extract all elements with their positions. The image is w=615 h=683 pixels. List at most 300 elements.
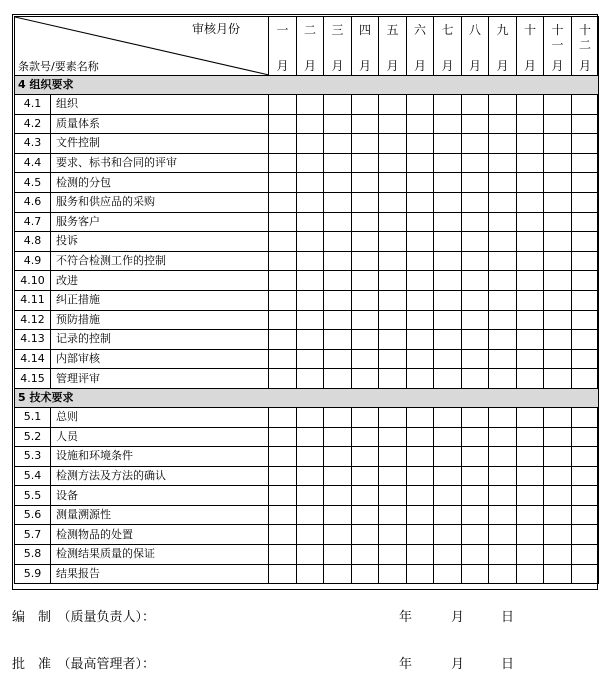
month-cell[interactable] xyxy=(517,486,544,506)
month-cell[interactable] xyxy=(269,251,297,271)
month-cell[interactable] xyxy=(489,114,517,134)
month-cell[interactable] xyxy=(269,114,297,134)
month-cell[interactable] xyxy=(434,134,462,154)
month-cell[interactable] xyxy=(352,330,379,350)
month-cell[interactable] xyxy=(434,505,462,525)
month-cell[interactable] xyxy=(379,251,407,271)
month-cell[interactable] xyxy=(489,153,517,173)
month-cell[interactable] xyxy=(269,95,297,115)
month-cell[interactable] xyxy=(544,427,572,447)
month-cell[interactable] xyxy=(462,564,489,584)
month-cell[interactable] xyxy=(297,95,324,115)
month-cell[interactable] xyxy=(462,212,489,232)
month-cell[interactable] xyxy=(572,545,599,565)
month-cell[interactable] xyxy=(517,153,544,173)
month-cell[interactable] xyxy=(407,290,434,310)
month-cell[interactable] xyxy=(297,427,324,447)
month-cell[interactable] xyxy=(269,427,297,447)
month-cell[interactable] xyxy=(544,564,572,584)
month-cell[interactable] xyxy=(352,290,379,310)
month-cell[interactable] xyxy=(544,153,572,173)
month-cell[interactable] xyxy=(324,564,352,584)
month-cell[interactable] xyxy=(544,545,572,565)
month-cell[interactable] xyxy=(489,212,517,232)
month-cell[interactable] xyxy=(324,369,352,389)
month-cell[interactable] xyxy=(544,192,572,212)
month-cell[interactable] xyxy=(434,427,462,447)
month-cell[interactable] xyxy=(434,114,462,134)
month-cell[interactable] xyxy=(297,349,324,369)
month-cell[interactable] xyxy=(517,251,544,271)
month-cell[interactable] xyxy=(297,251,324,271)
month-cell[interactable] xyxy=(407,310,434,330)
month-cell[interactable] xyxy=(462,232,489,252)
month-cell[interactable] xyxy=(324,153,352,173)
month-cell[interactable] xyxy=(324,447,352,467)
month-cell[interactable] xyxy=(379,330,407,350)
table-row xyxy=(15,212,599,232)
element-name: 投诉 xyxy=(51,232,269,252)
month-cell[interactable] xyxy=(434,447,462,467)
month-cell[interactable] xyxy=(297,310,324,330)
month-cell[interactable] xyxy=(489,564,517,584)
month-cell[interactable] xyxy=(462,525,489,545)
month-cell[interactable] xyxy=(489,251,517,271)
month-cell[interactable] xyxy=(544,525,572,545)
month-cell[interactable] xyxy=(434,486,462,506)
month-cell[interactable] xyxy=(572,486,599,506)
month-cell[interactable] xyxy=(297,369,324,389)
month-cell[interactable] xyxy=(352,153,379,173)
month-cell[interactable] xyxy=(572,505,599,525)
month-cell[interactable] xyxy=(379,427,407,447)
month-cell[interactable] xyxy=(269,232,297,252)
month-cell[interactable] xyxy=(434,232,462,252)
month-cell[interactable] xyxy=(544,95,572,115)
month-cell[interactable] xyxy=(434,310,462,330)
month-cell[interactable] xyxy=(352,114,379,134)
month-cell[interactable] xyxy=(434,290,462,310)
month-cell[interactable] xyxy=(407,369,434,389)
month-cell[interactable] xyxy=(544,134,572,154)
month-cell[interactable] xyxy=(379,407,407,427)
month-cell[interactable] xyxy=(407,349,434,369)
month-cell[interactable] xyxy=(489,330,517,350)
month-cell[interactable] xyxy=(379,447,407,467)
month-cell[interactable] xyxy=(379,564,407,584)
month-cell[interactable] xyxy=(269,290,297,310)
month-cell[interactable] xyxy=(517,114,544,134)
month-cell[interactable] xyxy=(434,407,462,427)
month-cell[interactable] xyxy=(269,369,297,389)
month-cell[interactable] xyxy=(462,330,489,350)
month-cell[interactable] xyxy=(462,271,489,291)
month-cell[interactable] xyxy=(297,212,324,232)
month-cell[interactable] xyxy=(462,505,489,525)
month-cell[interactable] xyxy=(572,271,599,291)
month-cell[interactable] xyxy=(352,212,379,232)
month-cell[interactable] xyxy=(572,427,599,447)
month-cell[interactable] xyxy=(517,330,544,350)
month-cell[interactable] xyxy=(434,95,462,115)
month-cell[interactable] xyxy=(379,212,407,232)
month-cell[interactable] xyxy=(297,545,324,565)
month-cell[interactable] xyxy=(572,114,599,134)
month-cell[interactable] xyxy=(379,486,407,506)
month-cell[interactable] xyxy=(352,271,379,291)
month-cell[interactable] xyxy=(407,466,434,486)
month-cell[interactable] xyxy=(517,349,544,369)
month-cell[interactable] xyxy=(324,95,352,115)
month-cell[interactable] xyxy=(269,134,297,154)
month-cell[interactable] xyxy=(517,545,544,565)
month-cell[interactable] xyxy=(572,212,599,232)
month-cell[interactable] xyxy=(544,349,572,369)
month-cell[interactable] xyxy=(544,114,572,134)
month-cell[interactable] xyxy=(544,212,572,232)
month-cell[interactable] xyxy=(379,232,407,252)
month-cell[interactable] xyxy=(297,134,324,154)
month-cell[interactable] xyxy=(352,173,379,193)
month-cell[interactable] xyxy=(324,134,352,154)
month-cell[interactable] xyxy=(324,349,352,369)
month-cell[interactable] xyxy=(269,192,297,212)
month-cell[interactable] xyxy=(297,466,324,486)
month-cell[interactable] xyxy=(462,349,489,369)
month-cell[interactable] xyxy=(489,95,517,115)
month-cell[interactable] xyxy=(407,564,434,584)
month-cell[interactable] xyxy=(517,271,544,291)
month-cell[interactable] xyxy=(517,466,544,486)
month-cell[interactable] xyxy=(324,330,352,350)
table-row xyxy=(15,95,599,115)
month-cell[interactable] xyxy=(489,447,517,467)
month-cell[interactable] xyxy=(269,212,297,232)
month-cell[interactable] xyxy=(544,173,572,193)
month-cell[interactable] xyxy=(324,545,352,565)
month-cell[interactable] xyxy=(572,330,599,350)
month-cell[interactable] xyxy=(352,505,379,525)
month-cell[interactable] xyxy=(324,271,352,291)
month-cell[interactable] xyxy=(544,447,572,467)
month-cell[interactable] xyxy=(379,173,407,193)
month-cell[interactable] xyxy=(269,525,297,545)
month-cell[interactable] xyxy=(269,271,297,291)
month-cell[interactable] xyxy=(352,564,379,584)
month-cell[interactable] xyxy=(407,427,434,447)
month-cell[interactable] xyxy=(352,134,379,154)
month-cell[interactable] xyxy=(489,407,517,427)
month-cell[interactable] xyxy=(462,427,489,447)
month-cell[interactable] xyxy=(462,407,489,427)
month-cell[interactable] xyxy=(517,369,544,389)
month-cell[interactable] xyxy=(489,192,517,212)
month-cell[interactable] xyxy=(544,330,572,350)
element-name: 检测的分包 xyxy=(51,173,269,193)
month-cell[interactable] xyxy=(407,114,434,134)
month-cell[interactable] xyxy=(269,545,297,565)
month-cell[interactable] xyxy=(517,232,544,252)
month-cell[interactable] xyxy=(517,564,544,584)
month-cell[interactable] xyxy=(434,369,462,389)
month-cell[interactable] xyxy=(462,95,489,115)
month-cell[interactable] xyxy=(517,212,544,232)
month-cell[interactable] xyxy=(489,369,517,389)
month-cell[interactable] xyxy=(297,330,324,350)
month-cell[interactable] xyxy=(407,232,434,252)
month-cell[interactable] xyxy=(517,407,544,427)
month-cell[interactable] xyxy=(352,545,379,565)
month-cell[interactable] xyxy=(572,192,599,212)
month-cell[interactable] xyxy=(297,525,324,545)
month-cell[interactable] xyxy=(269,466,297,486)
month-cell[interactable] xyxy=(517,427,544,447)
signature-row-compiled xyxy=(12,606,602,626)
month-cell[interactable] xyxy=(517,505,544,525)
month-cell[interactable] xyxy=(572,447,599,467)
month-cell[interactable] xyxy=(269,486,297,506)
month-cell[interactable] xyxy=(544,310,572,330)
month-cell[interactable] xyxy=(407,134,434,154)
month-cell[interactable] xyxy=(517,447,544,467)
month-cell[interactable] xyxy=(544,505,572,525)
month-cell[interactable] xyxy=(489,290,517,310)
month-cell[interactable] xyxy=(297,232,324,252)
month-cell[interactable] xyxy=(324,466,352,486)
month-cell[interactable] xyxy=(434,330,462,350)
month-cell[interactable] xyxy=(269,564,297,584)
month-cell[interactable] xyxy=(544,407,572,427)
month-cell[interactable] xyxy=(434,349,462,369)
month-cell[interactable] xyxy=(572,173,599,193)
month-cell[interactable] xyxy=(489,427,517,447)
month-cell[interactable] xyxy=(352,349,379,369)
month-cell[interactable] xyxy=(352,95,379,115)
month-cell[interactable] xyxy=(379,525,407,545)
month-cell[interactable] xyxy=(544,369,572,389)
month-cell[interactable] xyxy=(379,290,407,310)
month-cell[interactable] xyxy=(407,192,434,212)
month-cell[interactable] xyxy=(297,486,324,506)
month-cell[interactable] xyxy=(434,192,462,212)
month-cell[interactable] xyxy=(324,114,352,134)
month-cell[interactable] xyxy=(462,173,489,193)
month-cell[interactable] xyxy=(462,545,489,565)
month-cell[interactable] xyxy=(379,114,407,134)
month-cell[interactable] xyxy=(352,251,379,271)
month-cell[interactable] xyxy=(434,271,462,291)
month-cell[interactable] xyxy=(297,564,324,584)
month-cell[interactable] xyxy=(544,232,572,252)
month-cell[interactable] xyxy=(407,95,434,115)
table-row xyxy=(15,251,599,271)
month-cell[interactable] xyxy=(324,427,352,447)
month-cell[interactable] xyxy=(379,271,407,291)
month-cell[interactable] xyxy=(407,505,434,525)
month-cell[interactable] xyxy=(379,505,407,525)
month-cell[interactable] xyxy=(324,290,352,310)
month-cell[interactable] xyxy=(434,545,462,565)
month-cell[interactable] xyxy=(489,545,517,565)
month-cell[interactable] xyxy=(434,212,462,232)
month-cell[interactable] xyxy=(434,153,462,173)
month-cell[interactable] xyxy=(324,173,352,193)
month-cell[interactable] xyxy=(434,466,462,486)
month-cell[interactable] xyxy=(407,173,434,193)
month-cell[interactable] xyxy=(324,505,352,525)
month-cell[interactable] xyxy=(352,486,379,506)
month-cell[interactable] xyxy=(489,310,517,330)
month-cell[interactable] xyxy=(352,369,379,389)
month-cell[interactable] xyxy=(269,310,297,330)
month-cell[interactable] xyxy=(324,251,352,271)
month-cell[interactable] xyxy=(297,192,324,212)
month-cell[interactable] xyxy=(572,369,599,389)
month-cell[interactable] xyxy=(297,271,324,291)
month-cell[interactable] xyxy=(572,310,599,330)
month-cell[interactable] xyxy=(462,134,489,154)
month-cell[interactable] xyxy=(434,251,462,271)
month-cell[interactable] xyxy=(352,407,379,427)
month-cell[interactable] xyxy=(572,134,599,154)
month-cell[interactable] xyxy=(407,153,434,173)
header-row xyxy=(15,17,599,76)
month-cell[interactable] xyxy=(379,369,407,389)
month-cell[interactable] xyxy=(379,466,407,486)
month-cell[interactable] xyxy=(572,466,599,486)
month-cell[interactable] xyxy=(297,114,324,134)
month-cell[interactable] xyxy=(489,466,517,486)
month-cell[interactable] xyxy=(462,447,489,467)
month-cell[interactable] xyxy=(489,134,517,154)
month-cell[interactable] xyxy=(324,525,352,545)
month-cell[interactable] xyxy=(407,271,434,291)
month-cell[interactable] xyxy=(462,310,489,330)
month-cell[interactable] xyxy=(572,153,599,173)
month-cell[interactable] xyxy=(572,251,599,271)
month-cell[interactable] xyxy=(269,153,297,173)
month-cell[interactable] xyxy=(297,173,324,193)
month-cell[interactable] xyxy=(489,349,517,369)
month-cell[interactable] xyxy=(489,271,517,291)
month-cell[interactable] xyxy=(269,173,297,193)
month-cell[interactable] xyxy=(517,95,544,115)
month-cell[interactable] xyxy=(407,251,434,271)
month-cell[interactable] xyxy=(517,525,544,545)
table-row xyxy=(15,134,599,154)
month-cell[interactable] xyxy=(379,153,407,173)
month-cell[interactable] xyxy=(462,290,489,310)
month-cell[interactable] xyxy=(489,505,517,525)
month-cell[interactable] xyxy=(269,505,297,525)
month-cell[interactable] xyxy=(572,290,599,310)
month-cell[interactable] xyxy=(407,447,434,467)
month-cell[interactable] xyxy=(379,95,407,115)
month-cell[interactable] xyxy=(462,486,489,506)
month-cell[interactable] xyxy=(517,310,544,330)
month-cell[interactable] xyxy=(324,192,352,212)
audit-month-label: 审核月份 xyxy=(191,22,240,36)
element-name: 内部审核 xyxy=(51,349,269,369)
month-cell[interactable] xyxy=(352,427,379,447)
month-cell[interactable] xyxy=(517,192,544,212)
month-cell[interactable] xyxy=(297,407,324,427)
month-cell[interactable] xyxy=(517,173,544,193)
month-cell[interactable] xyxy=(489,525,517,545)
month-cell[interactable] xyxy=(269,447,297,467)
month-cell[interactable] xyxy=(489,232,517,252)
month-cell[interactable] xyxy=(352,447,379,467)
month-cell[interactable] xyxy=(379,192,407,212)
month-cell[interactable] xyxy=(352,466,379,486)
month-cell[interactable] xyxy=(352,525,379,545)
month-cell[interactable] xyxy=(462,153,489,173)
month-cell[interactable] xyxy=(379,349,407,369)
month-cell[interactable] xyxy=(544,466,572,486)
month-cell[interactable] xyxy=(324,486,352,506)
month-cell[interactable] xyxy=(352,310,379,330)
month-cell[interactable] xyxy=(489,486,517,506)
month-cell[interactable] xyxy=(434,564,462,584)
month-cell[interactable] xyxy=(572,232,599,252)
month-cell[interactable] xyxy=(379,310,407,330)
month-cell[interactable] xyxy=(517,290,544,310)
month-cell[interactable] xyxy=(544,251,572,271)
month-cell[interactable] xyxy=(407,525,434,545)
month-cell[interactable] xyxy=(407,212,434,232)
month-cell[interactable] xyxy=(544,290,572,310)
month-cell[interactable] xyxy=(324,310,352,330)
month-cell[interactable] xyxy=(572,564,599,584)
month-cell[interactable] xyxy=(352,232,379,252)
month-cell[interactable] xyxy=(572,349,599,369)
month-cell[interactable] xyxy=(324,407,352,427)
month-cell[interactable] xyxy=(297,290,324,310)
month-cell[interactable] xyxy=(324,212,352,232)
month-cell[interactable] xyxy=(489,173,517,193)
month-cell[interactable] xyxy=(407,407,434,427)
month-cell[interactable] xyxy=(572,407,599,427)
month-cell[interactable] xyxy=(517,134,544,154)
month-cell[interactable] xyxy=(434,525,462,545)
month-cell[interactable] xyxy=(572,95,599,115)
month-unit: 月 xyxy=(386,59,399,73)
month-cell[interactable] xyxy=(462,369,489,389)
month-cell[interactable] xyxy=(297,153,324,173)
month-cell[interactable] xyxy=(324,232,352,252)
month-cell[interactable] xyxy=(269,349,297,369)
month-cell[interactable] xyxy=(544,486,572,506)
month-cell[interactable] xyxy=(352,192,379,212)
month-cell[interactable] xyxy=(269,330,297,350)
month-cell[interactable] xyxy=(297,505,324,525)
month-cell[interactable] xyxy=(407,545,434,565)
month-cell[interactable] xyxy=(462,251,489,271)
month-cell[interactable] xyxy=(407,330,434,350)
month-cell[interactable] xyxy=(434,173,462,193)
month-cell[interactable] xyxy=(297,447,324,467)
month-cell[interactable] xyxy=(462,192,489,212)
month-cell[interactable] xyxy=(572,525,599,545)
month-cell[interactable] xyxy=(379,545,407,565)
month-cell[interactable] xyxy=(462,466,489,486)
month-cell[interactable] xyxy=(269,407,297,427)
month-cell[interactable] xyxy=(544,271,572,291)
element-name: 改进 xyxy=(51,271,269,291)
month-cell[interactable] xyxy=(462,114,489,134)
month-cell[interactable] xyxy=(407,486,434,506)
month-cell[interactable] xyxy=(379,134,407,154)
